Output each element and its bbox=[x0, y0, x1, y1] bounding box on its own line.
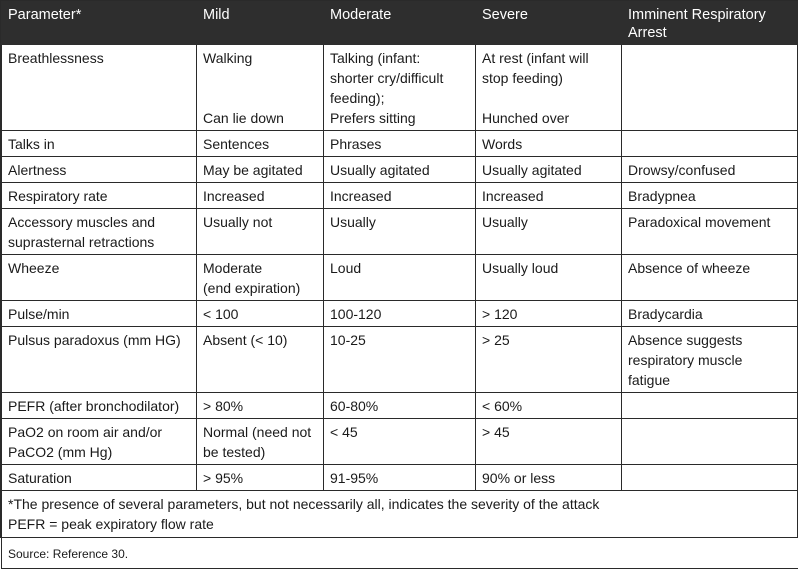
severity-footnote: *The presence of several parameters, but not necessarily all, indicates the severity of the attack bbox=[8, 494, 792, 514]
cell-moderate: < 45 bbox=[324, 419, 476, 465]
cell-mild bbox=[197, 45, 324, 131]
cell-moderate: Usually bbox=[324, 209, 476, 255]
cell-moderate: Increased bbox=[324, 183, 476, 209]
cell-severe: > 120 bbox=[476, 301, 622, 327]
cell-severe: Words bbox=[476, 131, 622, 157]
cell-mild-top: Walking bbox=[203, 50, 252, 66]
cell-moderate: 100-120 bbox=[324, 301, 476, 327]
cell-severe: Increased bbox=[476, 183, 622, 209]
table-row bbox=[2, 393, 798, 419]
table-row bbox=[2, 131, 798, 157]
pefr-footnote: PEFR = peak expiratory flow rate bbox=[8, 514, 792, 534]
table-row bbox=[2, 255, 798, 301]
table-row bbox=[2, 419, 798, 465]
cell-arrest bbox=[622, 45, 798, 131]
header-severe: Severe bbox=[476, 2, 622, 45]
cell-arrest: Absence suggests respiratory muscle fatigue bbox=[622, 327, 798, 393]
cell-arrest: Drowsy/confused bbox=[622, 157, 798, 183]
table-row bbox=[2, 465, 798, 491]
cell-moderate: Phrases bbox=[324, 131, 476, 157]
cell-severe-top: At rest (infant will stop feeding) bbox=[482, 50, 589, 86]
cell-mild: > 80% bbox=[197, 393, 324, 419]
cell-severe: > 45 bbox=[476, 419, 622, 465]
cell-arrest bbox=[622, 419, 798, 465]
cell-arrest: Bradypnea bbox=[622, 183, 798, 209]
cell-mild: Usually not bbox=[197, 209, 324, 255]
cell-parameter: Talks in bbox=[2, 131, 197, 157]
cell-moderate: Talking (infant: shorter cry/difficult feeding); Prefers sitting bbox=[324, 45, 476, 131]
cell-arrest bbox=[622, 131, 798, 157]
header-mild: Mild bbox=[197, 2, 324, 45]
cell-parameter: Pulsus paradoxus (mm HG) bbox=[2, 327, 197, 393]
cell-moderate: 91-95% bbox=[324, 465, 476, 491]
cell-parameter: PEFR (after bronchodilator) bbox=[2, 393, 197, 419]
header-row bbox=[2, 2, 798, 45]
cell-mild: May be agitated bbox=[197, 157, 324, 183]
cell-parameter: Pulse/min bbox=[2, 301, 197, 327]
cell-mild: < 100 bbox=[197, 301, 324, 327]
cell-moderate: Loud bbox=[324, 255, 476, 301]
cell-moderate: 10-25 bbox=[324, 327, 476, 393]
cell-severe: > 25 bbox=[476, 327, 622, 393]
asthma-severity-table bbox=[1, 1, 798, 569]
cell-severe: Usually agitated bbox=[476, 157, 622, 183]
table-row bbox=[2, 209, 798, 255]
table-row bbox=[2, 45, 798, 131]
footnote-cell bbox=[2, 491, 798, 569]
cell-arrest: Bradycardia bbox=[622, 301, 798, 327]
cell-parameter: Saturation bbox=[2, 465, 197, 491]
header-imminent-arrest: Imminent Respiratory Arrest bbox=[622, 2, 798, 45]
cell-parameter: PaO2 on room air and/or PaCO2 (mm Hg) bbox=[2, 419, 197, 465]
table-row bbox=[2, 301, 798, 327]
cell-severe: Usually bbox=[476, 209, 622, 255]
cell-mild: Moderate (end expiration) bbox=[197, 255, 324, 301]
cell-severe: 90% or less bbox=[476, 465, 622, 491]
cell-mild: Increased bbox=[197, 183, 324, 209]
cell-parameter: Breathlessness bbox=[2, 45, 197, 131]
table-row bbox=[2, 327, 798, 393]
cell-arrest: Absence of wheeze bbox=[622, 255, 798, 301]
header-moderate: Moderate bbox=[324, 2, 476, 45]
header-parameter: Parameter* bbox=[2, 2, 197, 45]
table-row bbox=[2, 157, 798, 183]
cell-parameter: Accessory muscles and suprasternal retractions bbox=[2, 209, 197, 255]
cell-moderate: Usually agitated bbox=[324, 157, 476, 183]
cell-arrest: Paradoxical movement bbox=[622, 209, 798, 255]
cell-severe-bottom: Hunched over bbox=[482, 108, 569, 128]
cell-moderate: 60-80% bbox=[324, 393, 476, 419]
cell-mild: Absent (< 10) bbox=[197, 327, 324, 393]
cell-severe: Usually loud bbox=[476, 255, 622, 301]
cell-severe: < 60% bbox=[476, 393, 622, 419]
cell-severe bbox=[476, 45, 622, 131]
cell-mild: Normal (need not be tested) bbox=[197, 419, 324, 465]
table-row bbox=[2, 183, 798, 209]
cell-arrest bbox=[622, 465, 798, 491]
footnote-row bbox=[2, 491, 798, 569]
cell-arrest bbox=[622, 393, 798, 419]
cell-parameter: Respiratory rate bbox=[2, 183, 197, 209]
cell-parameter: Wheeze bbox=[2, 255, 197, 301]
cell-mild: > 95% bbox=[197, 465, 324, 491]
source-note: Source: Reference 30. bbox=[8, 546, 792, 562]
cell-mild: Sentences bbox=[197, 131, 324, 157]
cell-mild-bottom: Can lie down bbox=[203, 108, 284, 128]
cell-parameter: Alertness bbox=[2, 157, 197, 183]
